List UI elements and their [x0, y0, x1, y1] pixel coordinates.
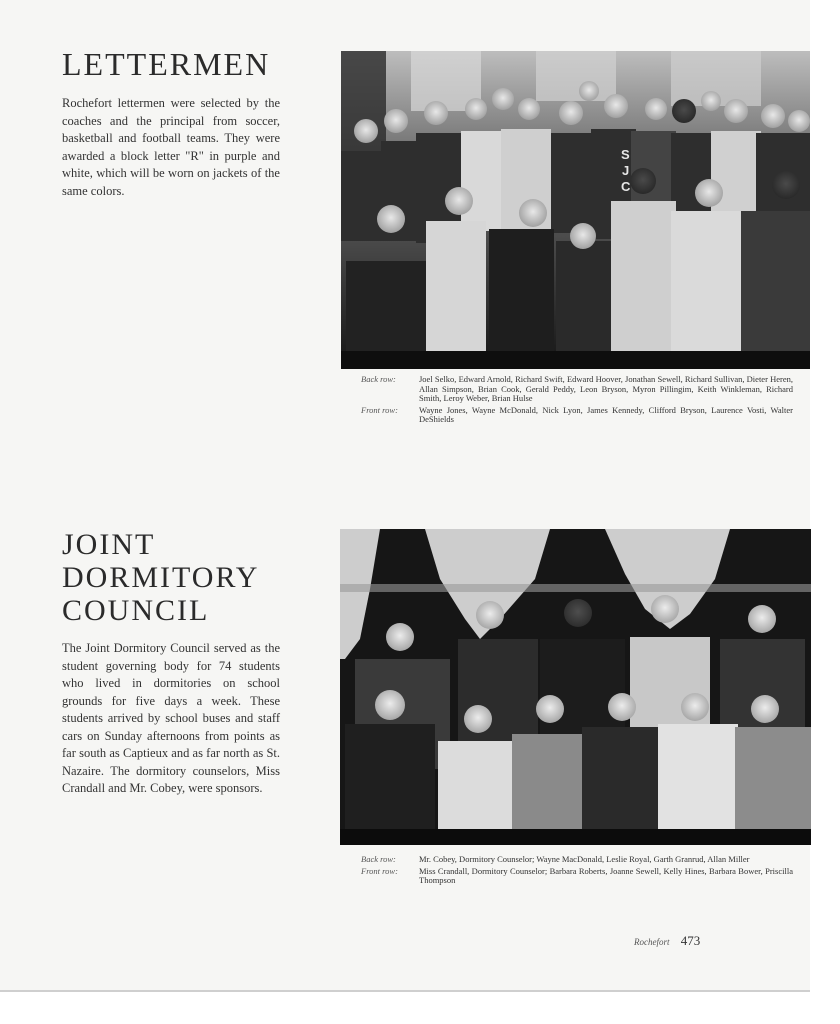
caption-front-row	[361, 406, 793, 425]
lettermen-caption	[361, 375, 793, 427]
page-footer	[634, 933, 700, 949]
joint-council-group-photo	[340, 529, 811, 845]
jacket-letter-s: S	[621, 147, 630, 162]
front-row-label: Front row:	[361, 404, 398, 415]
front-row-label: Front row:	[361, 865, 398, 876]
lettermen-heading: LETTERMEN	[62, 46, 271, 82]
joint-council-heading-line: DORMITORY	[62, 561, 260, 594]
caption-back-row	[361, 855, 793, 865]
back-row-label: Back row:	[361, 854, 396, 864]
lettermen-description: Rochefort lettermen were selected by the coaches and the principal from soccer, basketball and football teams. They were awarded a block letter "R" in purple and white, which will be worn on jackets of the same colors.	[62, 96, 280, 198]
page-number: 473	[680, 933, 701, 948]
front-row-names: Miss Crandall, Dormitory Counselor; Barbara Roberts, Joanne Sewell, Kelly Hines, Barbara Bower, Priscilla Thompson	[419, 865, 793, 885]
jacket-letter-j: J	[622, 163, 630, 178]
joint-council-caption	[361, 855, 793, 888]
jacket-letter-c: C	[621, 179, 631, 194]
joint-council-heading-line: JOINT	[62, 528, 156, 561]
caption-front-row	[361, 867, 793, 886]
joint-council-heading	[62, 528, 302, 627]
publication-name: Rochefort	[634, 937, 670, 947]
page-edge-divider	[0, 990, 810, 992]
lettermen-group-photo	[341, 51, 810, 369]
back-row-names: Joel Selko, Edward Arnold, Richard Swift, Edward Hoover, Jonathan Sewell, Richard Sullivan, Dieter Heren, Allan Simpson, Brian Cook, Gerald Peddy, Leon Bryson, Myron Pillingim, Keith Winkleman, Richard Smith, Leroy Weber, Brian Hulse	[419, 374, 793, 403]
joint-council-description: The Joint Dormitory Council served as the student governing body for 74 students who lived in dormitories on school grounds for five days a week. These students arrived by school buses and staff cars on Sunday afternoons from points as far south as Captieux and as far north as St. Nazaire. The dormitory counselors, Miss Crandall and Mr. Cobey, were sponsors.	[62, 641, 280, 795]
caption-back-row	[361, 375, 793, 404]
joint-council-heading-line: COUNCIL	[62, 594, 210, 627]
front-row-names: Wayne Jones, Wayne McDonald, Nick Lyon, James Kennedy, Clifford Bryson, Laurence Vosti, Walter DeShields	[419, 404, 793, 424]
back-row-names: Mr. Cobey, Dormitory Counselor; Wayne MacDonald, Leslie Royal, Garth Granrud, Allan Miller	[419, 854, 750, 864]
back-row-label: Back row:	[361, 374, 396, 384]
